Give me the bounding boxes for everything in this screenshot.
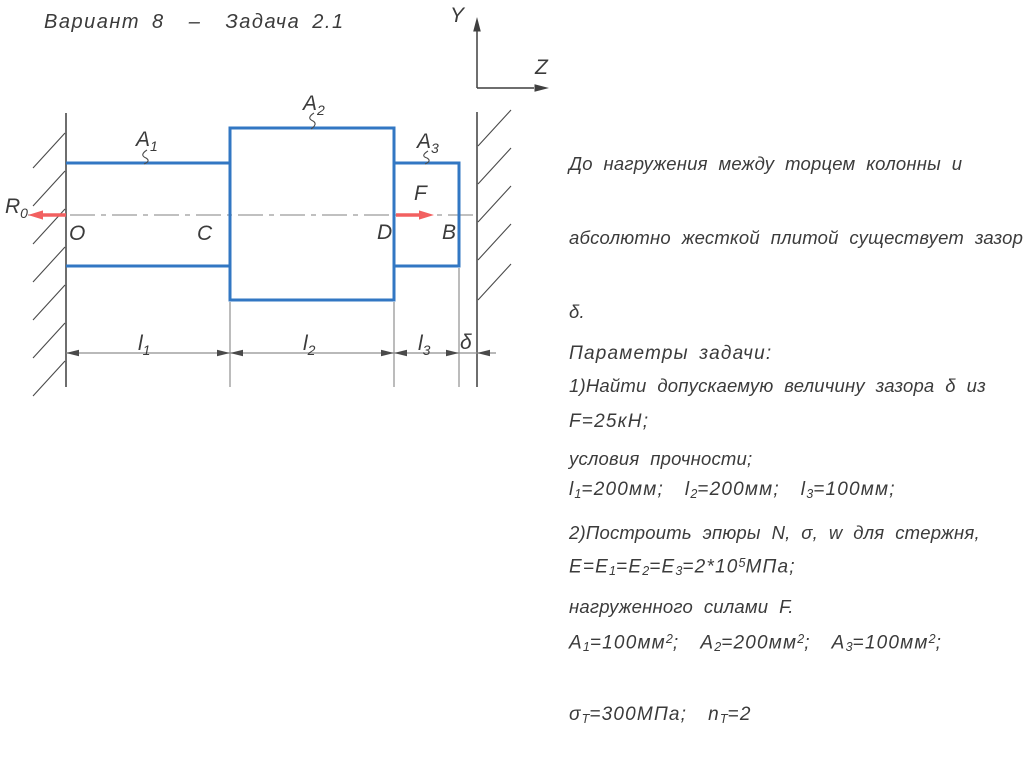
dimension-assembly [66,268,496,387]
reaction-arrow-r0 [28,210,66,219]
bar-section-a2 [230,128,394,300]
reaction-arrow-head-icon [28,210,43,219]
problem-line-3: δ. [569,300,585,322]
z-axis-arrow-icon [535,84,550,92]
dim-label-l2: $l_2$ [303,332,316,358]
dim-label-l3: $l_3$ [418,332,431,358]
parameter-line-lengths: $l_1=200мм$; $l_2=200мм$; $l_3=100мм$; [569,479,896,502]
label-point-d: D [377,221,393,244]
parameters-header: Параметры задачи: [569,342,773,364]
problem-line-6: 2)Построить эпюры N, σ, w для стержня, [569,522,980,544]
label-point-b: B [442,221,457,244]
label-force-f: F [414,182,427,205]
problem-line-2: абсолютно жесткой плитой существует зазор [569,226,1023,248]
column-scheme-figure [0,0,560,454]
dim-label-delta: δ [460,331,472,354]
parameter-line-areas: $A_1=100мм^2$; $A_2=200мм^2$; $A_3=100мм^2$; [569,631,943,654]
label-leaders [143,113,429,164]
left-wall [33,113,66,396]
axis-label-z: Z [535,56,548,79]
right-wall-hatching [478,110,511,300]
label-a3: $A_3$ [417,130,439,156]
parameter-line-strength: $\sigma_Т=300МПа$; $n_Т=2$ [569,704,752,727]
right-wall [477,110,511,387]
y-axis-arrow-icon [473,17,481,32]
page-title: Вариант 8 – Задача 2.1 [44,11,345,33]
label-point-c: C [197,222,213,245]
force-arrow-f [396,210,434,219]
problem-line-5: условия прочности; [569,448,753,470]
coordinate-axes [450,4,549,92]
label-a1: $A_1$ [136,128,158,154]
label-a2: $A_2$ [303,92,325,118]
force-arrow-head-icon [419,210,434,219]
problem-line-4: 1)Найти допускаемую величину зазора δ из [569,374,986,396]
left-wall-hatching [33,133,65,396]
problem-line-1: До нагружения между торцем колонны и [569,153,963,175]
problem-line-7: нагруженного силами F. [569,595,794,617]
label-point-o: O [69,222,86,245]
dim-label-l1: $l_1$ [138,332,151,358]
parameter-line-f: F=25кН; [569,410,650,432]
label-r0: $R_0$ [5,195,28,221]
axis-label-y: Y [450,4,465,27]
parameters-block [569,297,942,776]
parameter-line-modulus: $E=E_1=E_2=E_3=2*10^5МПа$; [569,555,796,578]
